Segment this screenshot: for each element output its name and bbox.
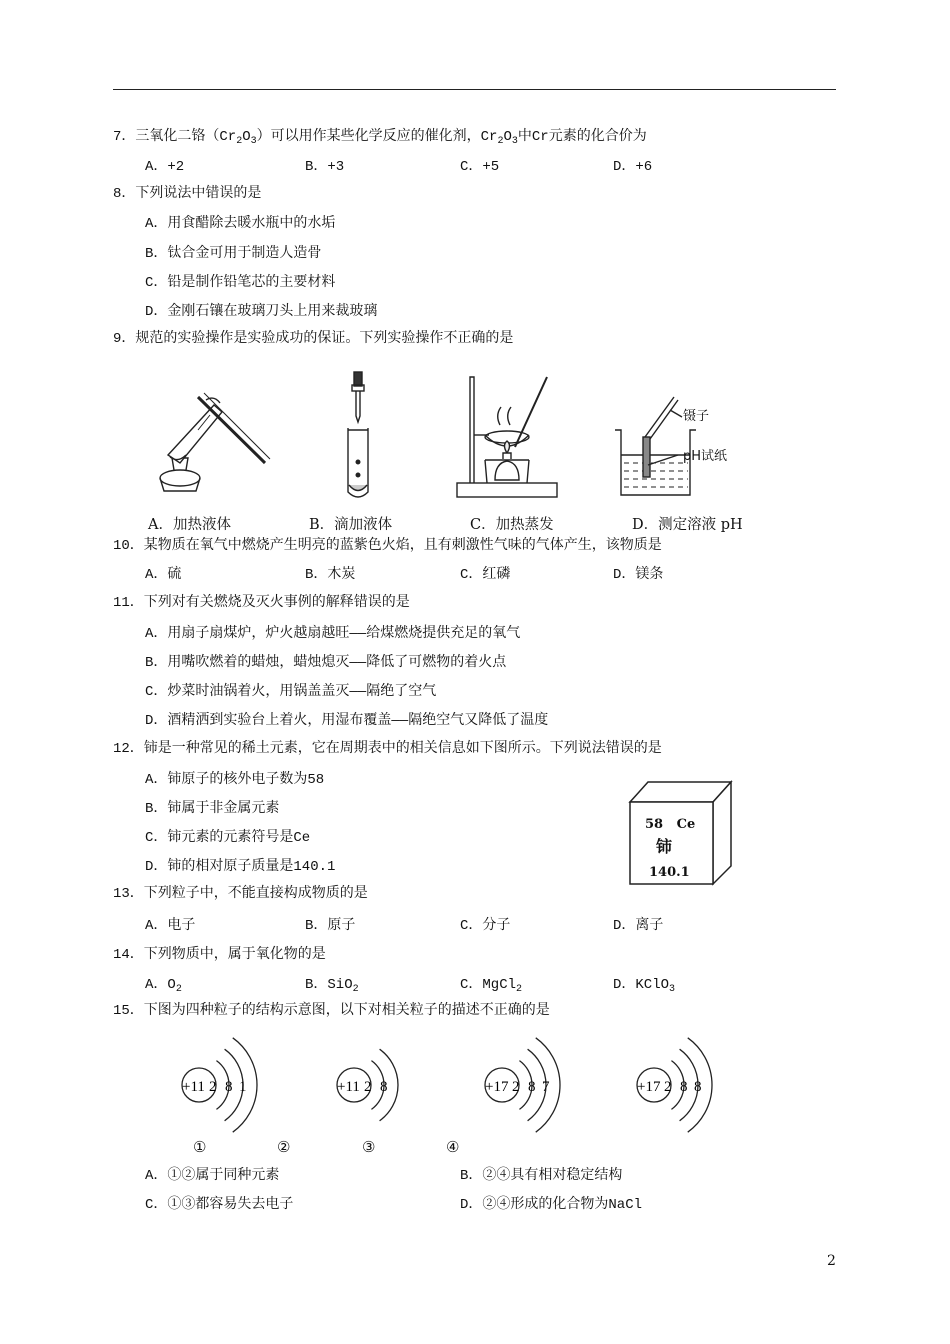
shell-electron-count: 1 (239, 1079, 247, 1095)
nucleus-charge: +17 (485, 1079, 509, 1095)
q8-stem: 8．下列说法中错误的是 (113, 186, 262, 202)
q13-option-d: D．离子 (613, 918, 664, 934)
q15-stem: 15．下图为四种粒子的结构示意图，以下对相关粒子的描述不正确的是 (113, 1003, 550, 1019)
heating-liquid-figure (150, 385, 275, 500)
particle-label-3: ③ (362, 1138, 376, 1156)
q11-option-d: D．酒精洒到实验台上着火，用湿布覆盖——隔绝空气又降低了温度 (145, 713, 549, 729)
ph-paper-label: pH试纸 (683, 449, 728, 464)
q7-stem: 7．三氧化二铬$(Cr_2O_3)$可以用作某些化学反应的催化剂，$Cr_2O_3$中Cr元素的化合价为 (113, 129, 647, 147)
q7-option-b: B．+3 (305, 159, 345, 175)
particle-diagram-2 (333, 1040, 443, 1130)
particle-label-4: ④ (446, 1138, 460, 1156)
q10-option-b: B．木炭 (305, 567, 356, 583)
q9-option-b: B．滴加液体 (309, 517, 393, 533)
q12-option-a: A．铈原子的核外电子数为58 (145, 772, 325, 788)
nucleus-charge: +17 (637, 1079, 661, 1095)
q14-option-b: B．SiO$_2$ (305, 977, 359, 995)
q7-option-d: D．+6 (613, 159, 653, 175)
element-name: 铈 (656, 837, 673, 856)
shell-electron-count: 2 (512, 1079, 520, 1095)
particle-label-2: ② (277, 1138, 291, 1156)
q15-option-d: D．②④形成的化合物为NaCl (460, 1197, 643, 1213)
shell-electron-count: 8 (680, 1079, 688, 1095)
shell-electron-count: 8 (694, 1079, 702, 1095)
particle-diagram-4 (633, 1040, 743, 1130)
ph-test-figure (612, 395, 752, 500)
element-cell-cerium (628, 780, 733, 886)
q13-option-a: A．电子 (145, 918, 196, 934)
shell-electron-count: 2 (209, 1079, 217, 1095)
q15-option-a: A．①②属于同种元素 (145, 1168, 280, 1184)
q10-option-d: D．镁条 (613, 567, 664, 583)
q7-option-c: C．+5 (460, 159, 500, 175)
shell-electron-count: 2 (364, 1079, 372, 1095)
shell-electron-count: 7 (542, 1079, 550, 1095)
q10-option-a: A．硫 (145, 567, 182, 583)
q8-option-c: C．铅是制作铅笔芯的主要材料 (145, 275, 336, 291)
shell-electron-count: 2 (664, 1079, 672, 1095)
q11-option-b: B．用嘴吹燃着的蜡烛，蜡烛熄灭——降低了可燃物的着火点 (145, 655, 507, 671)
q9-option-a: A．加热液体 (148, 517, 231, 533)
q14-option-a: A．$O_2$ (145, 977, 182, 995)
q10-option-c: C．红磷 (460, 567, 511, 583)
q13-stem: 13．下列粒子中，不能直接构成物质的是 (113, 886, 368, 902)
q11-stem: 11．下列对有关燃烧及灭火事例的解释错误的是 (113, 595, 410, 611)
evaporation-figure (455, 375, 560, 500)
element-mass: 140.1 (649, 865, 690, 880)
nucleus-charge: +11 (182, 1079, 205, 1095)
particle-diagram-1 (178, 1040, 288, 1130)
page-number: 2 (827, 1253, 836, 1269)
header-rule (113, 89, 836, 90)
q14-stem: 14．下列物质中，属于氧化物的是 (113, 947, 326, 963)
q11-option-c: C．炒菜时油锅着火，用锅盖盖灭——隔绝了空气 (145, 684, 437, 700)
q13-option-c: C．分子 (460, 918, 511, 934)
q12-stem: 12．铈是一种常见的稀土元素，它在周期表中的相关信息如下图所示。下列说法错误的是 (113, 741, 662, 757)
q15-option-b: B．②④具有相对稳定结构 (460, 1168, 623, 1184)
particle-label-1: ① (193, 1138, 207, 1156)
element-number-symbol: 58 Ce (645, 817, 696, 832)
shell-electron-count: 8 (225, 1079, 233, 1095)
shell-electron-count: 8 (380, 1079, 388, 1095)
shell-electron-count: 8 (528, 1079, 536, 1095)
q8-option-d: D．金刚石镶在玻璃刀头上用来裁玻璃 (145, 304, 378, 320)
q15-option-c: C．①③都容易失去电子 (145, 1197, 294, 1213)
q13-option-b: B．原子 (305, 918, 356, 934)
q9-option-d: D．测定溶液 pH (632, 517, 743, 533)
q8-option-a: A．用食醋除去暖水瓶中的水垢 (145, 216, 336, 232)
q10-stem: 10．某物质在氧气中燃烧产生明亮的蓝紫色火焰，且有刺激性气味的气体产生，该物质是 (113, 538, 662, 554)
q14-option-c: C．MgCl$_2$ (460, 977, 523, 995)
particle-diagram-3 (481, 1040, 591, 1130)
q9-stem: 9．规范的实验操作是实验成功的保证。下列实验操作不正确的是 (113, 331, 514, 347)
nucleus-charge: +11 (337, 1079, 360, 1095)
q9-option-c: C．加热蒸发 (470, 517, 554, 533)
q12-option-b: B．铈属于非金属元素 (145, 801, 280, 817)
q12-option-d: D．铈的相对原子质量是140.1 (145, 859, 336, 875)
dropping-liquid-figure (340, 370, 380, 502)
q8-option-b: B．钛合金可用于制造人造骨 (145, 246, 322, 262)
q11-option-a: A．用扇子扇煤炉，炉火越扇越旺——给煤燃烧提供充足的氧气 (145, 626, 521, 642)
q7-option-a: A．+2 (145, 159, 185, 175)
q14-option-d: D．KClO$_3$ (613, 977, 676, 995)
tweezers-label: 镊子 (683, 409, 710, 424)
q12-option-c: C．铈元素的元素符号是Ce (145, 830, 311, 846)
